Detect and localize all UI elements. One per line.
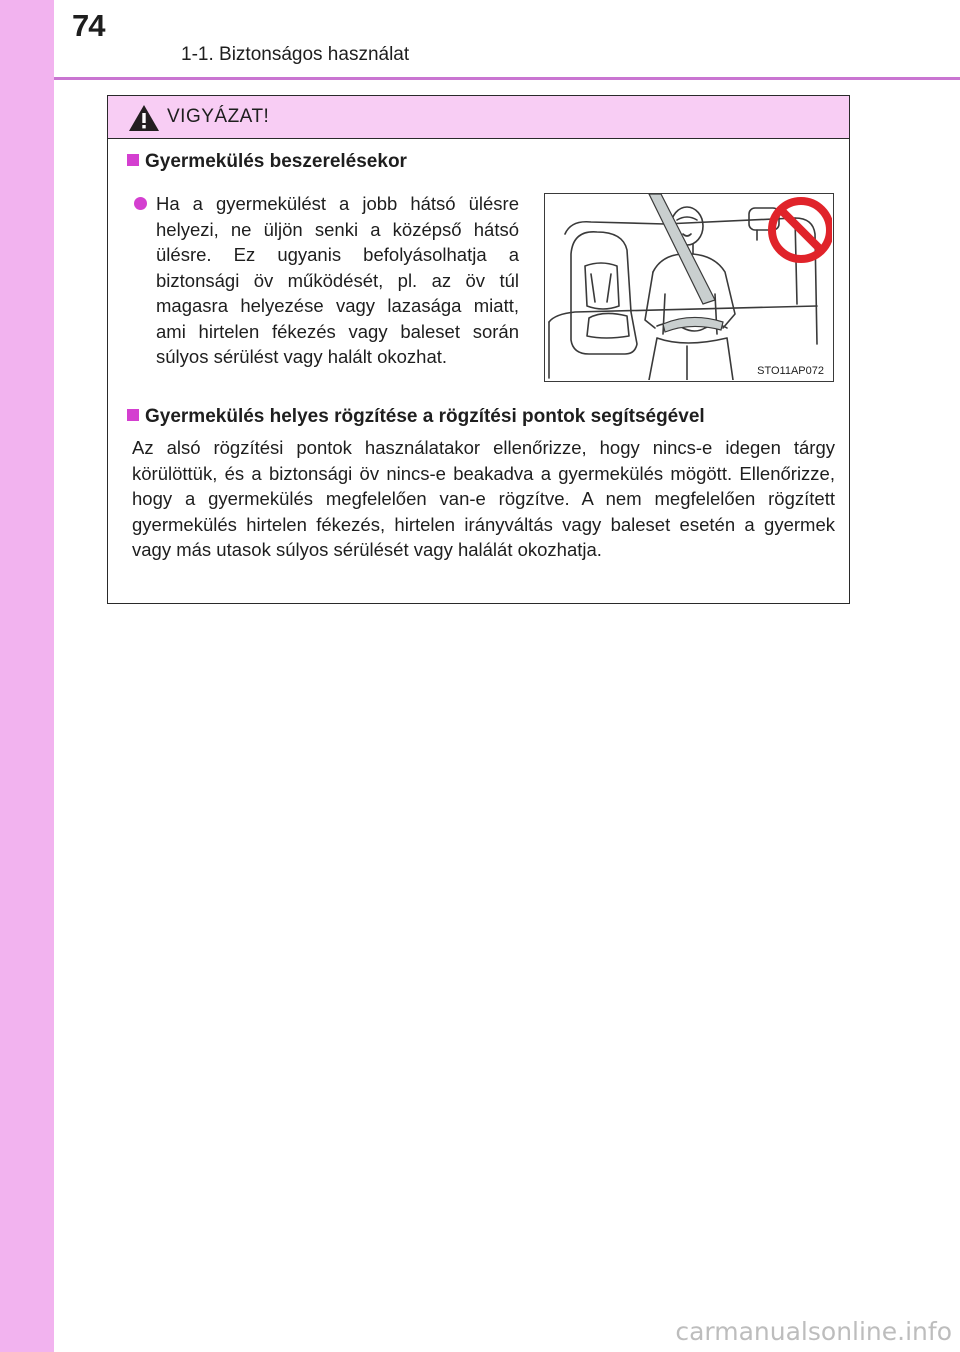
caution-box (107, 95, 850, 604)
watermark: carmanualsonline.info (675, 1317, 952, 1346)
child-seat-illustration (544, 193, 834, 382)
caution-label: VIGYÁZAT! (167, 106, 270, 127)
square-bullet-icon (127, 409, 139, 421)
subheading-installation (127, 151, 407, 173)
anchorage-paragraph: Az alsó rögzítési pontok használatakor ellenőrizze, hogy nincs-e idegen tárgy körülöttük, és a biztonsági öv nincs-e beakadva a gyermekülés mögött. Ellenőrizze, hogy a gyermekülés megfelelően van-e rögzítve. A nem megfelelően rögzített gyermekülés hirtelen fékezés, hirtelen irányváltás vagy baleset esetén a gyermek vagy más utasok súlyos sérülését vagy halálát okozhatja. (132, 437, 835, 560)
round-bullet-icon (134, 197, 147, 210)
figure-code: STO11AP072 (757, 365, 824, 377)
rear-seat-drawing (545, 194, 832, 380)
side-tab (0, 0, 54, 1352)
page-number: 74 (72, 8, 105, 43)
subheading-installation-text: Gyermekülés beszerelésekor (145, 151, 407, 172)
subheading-anchorage (127, 406, 705, 428)
bullet-text: Ha a gyermekülést a jobb hátsó ülésre helyezi, ne üljön senki a középső hátsó ülésre. Ez ugyanis befolyásolhatja a biztonsági öv működését, pl. az öv túl magasra helyezése vagy lazasága miatt, ami hirtelen fékezés vagy baleset során súlyos sérülést vagy halált okozhat. (156, 193, 519, 367)
prohibition-icon (772, 201, 830, 259)
square-bullet-icon (127, 154, 139, 166)
bullet-item (134, 191, 519, 370)
section-title: 1-1. Biztonságos használat (181, 44, 410, 65)
warning-triangle-icon (128, 104, 160, 132)
caution-header (108, 96, 849, 139)
subheading-anchorage-text: Gyermekülés helyes rögzítése a rögzítési pontok segítségével (145, 406, 705, 427)
header-rule (54, 77, 960, 80)
